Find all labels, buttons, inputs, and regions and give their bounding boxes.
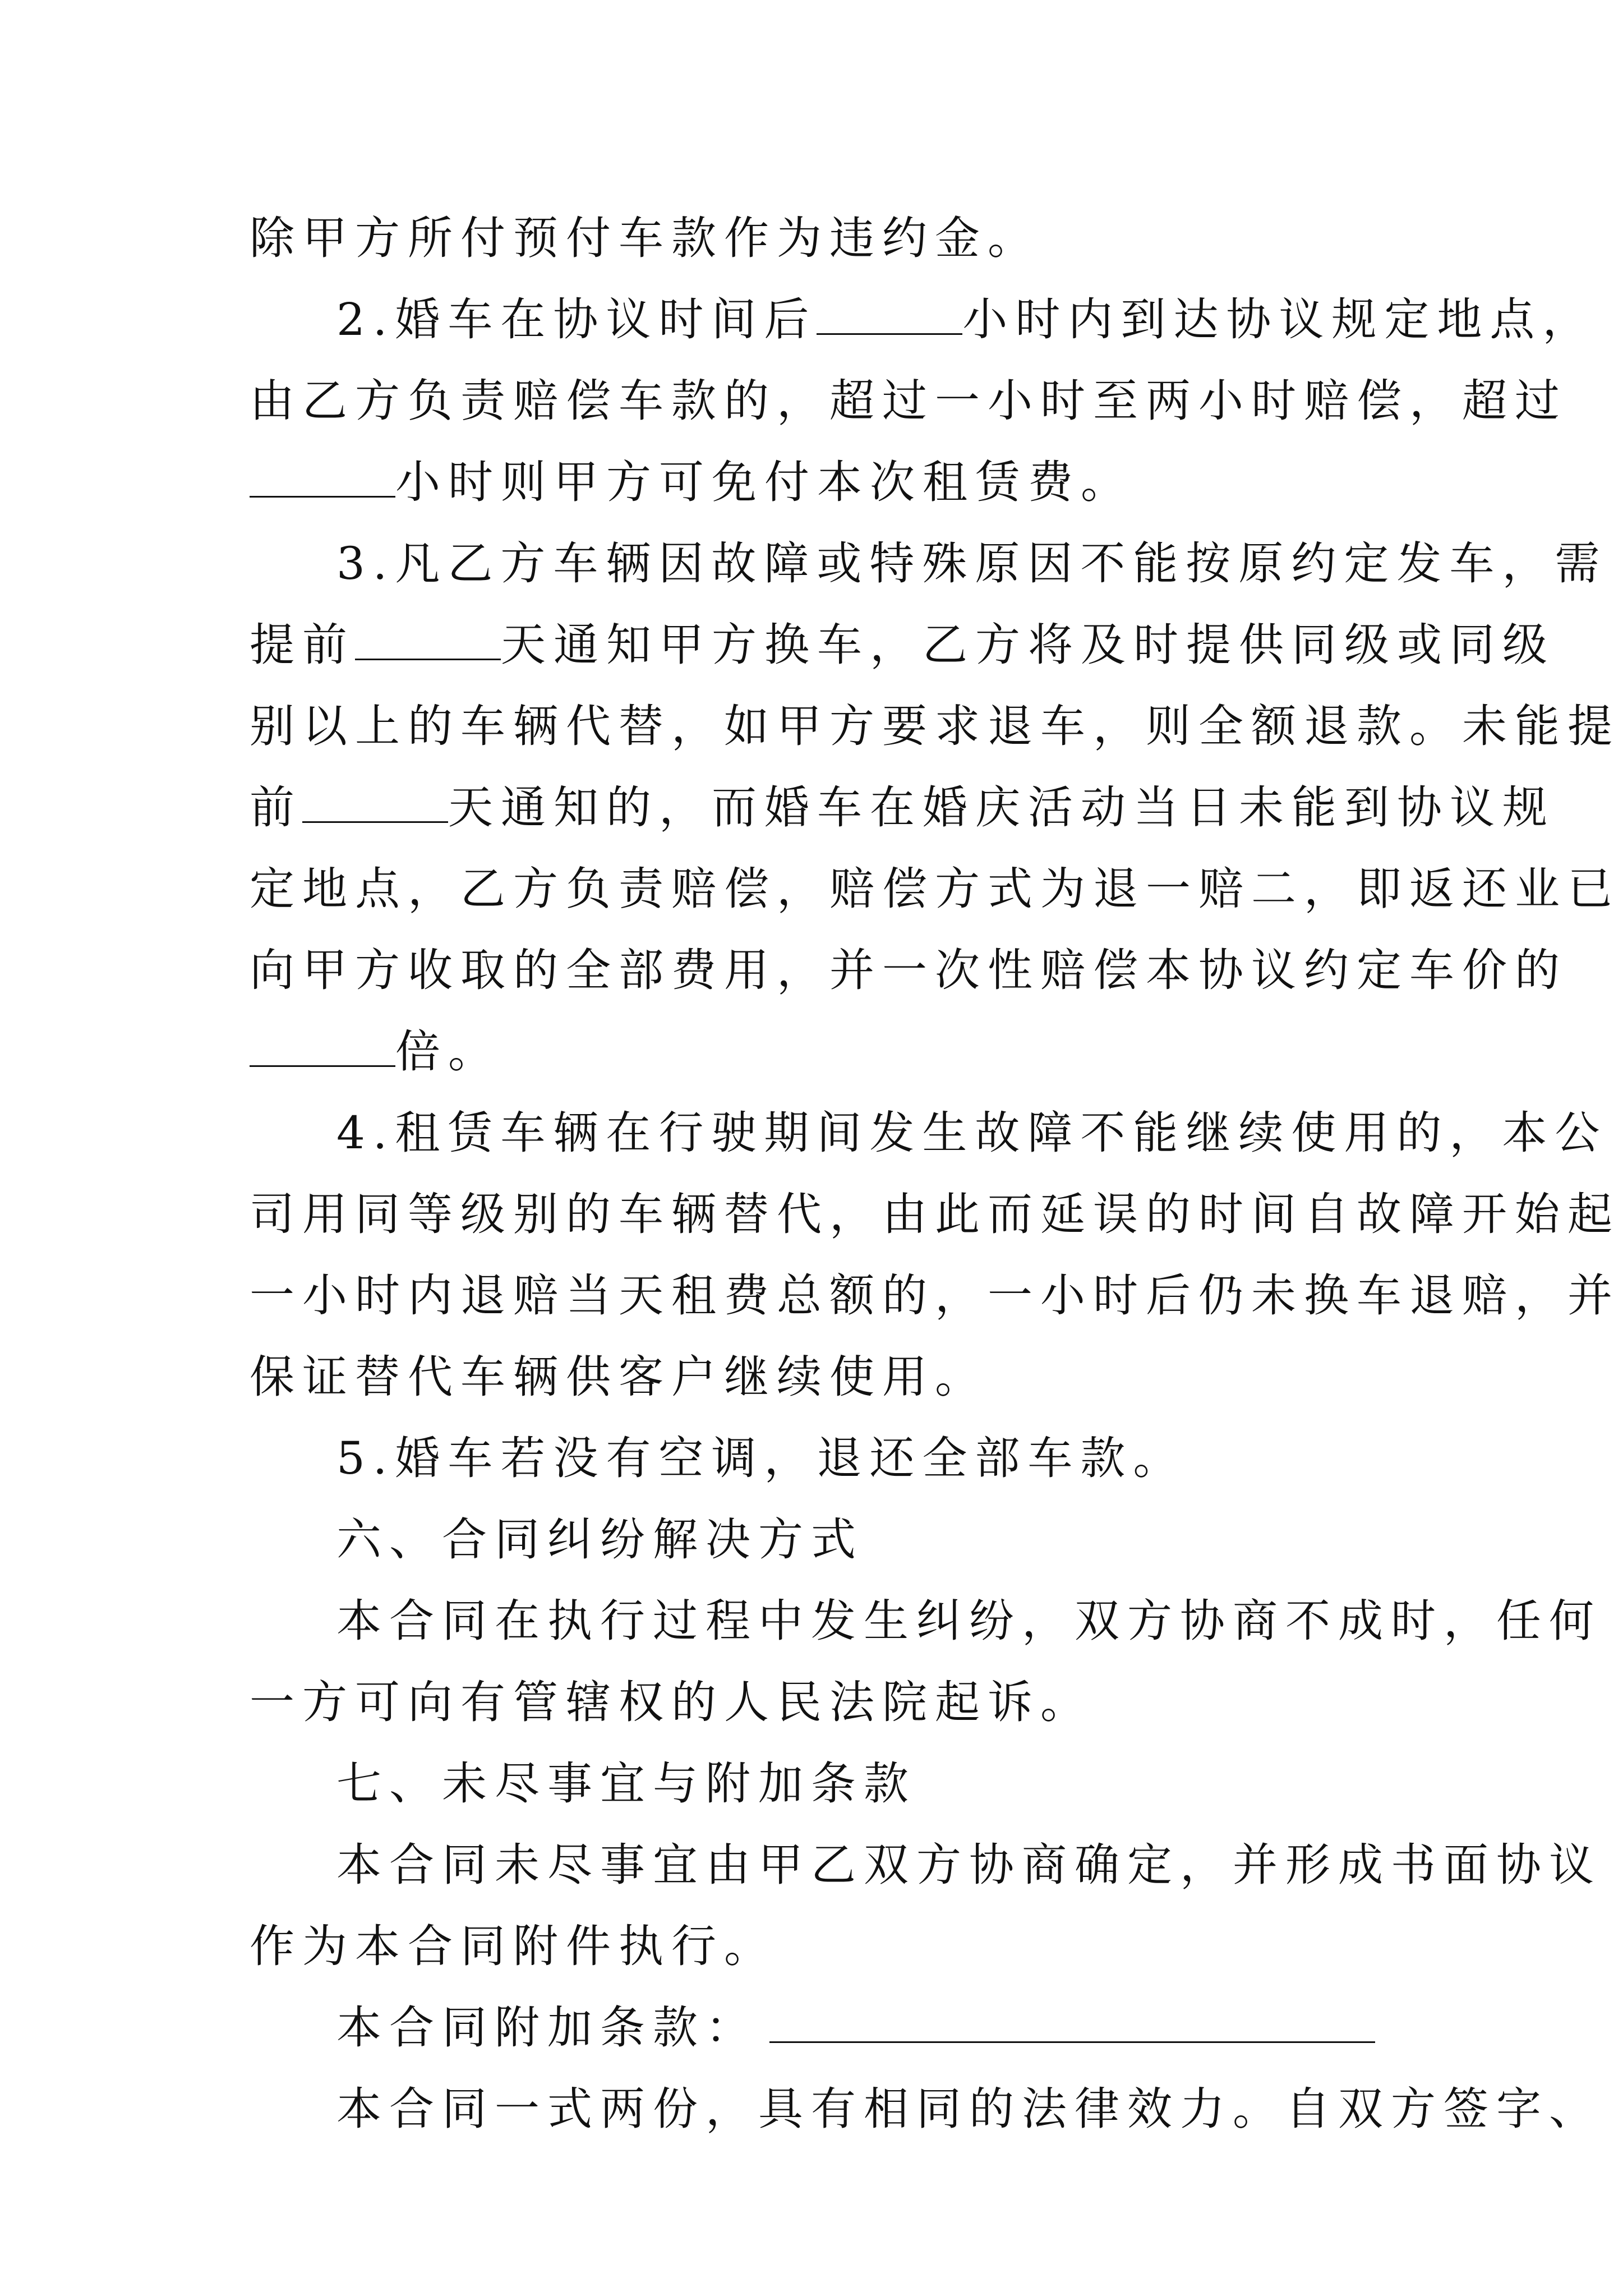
fill-in-blank[interactable]: [817, 294, 962, 335]
clause-2-line: 2.婚车在协议时间后 小时内到达协议规定地点，: [336, 293, 1596, 346]
text-line: 定地点，乙方负责赔偿，赔偿方式为退一赔二，即返还业已: [250, 863, 1620, 915]
clause-3-line: 3.凡乙方车辆因故障或特殊原因不能按原约定发车，需: [336, 537, 1608, 590]
text-line: 别以上的车辆代替，如甲方要求退车，则全额退款。未能提: [250, 700, 1620, 752]
clause-4-line: 4.租赁车辆在行驶期间发生故障不能继续使用的，本公: [336, 1107, 1608, 1159]
fill-in-blank[interactable]: [355, 619, 501, 660]
section-heading: 七、未尽事宜与附加条款: [336, 1757, 916, 1810]
text-line: 司用同等级别的车辆替代，由此而延误的时间自故障开始起: [250, 1188, 1620, 1240]
text-line: 由乙方负责赔偿车款的，超过一小时至两小时赔偿，超过: [250, 375, 1567, 427]
text-line: 一小时内退赔当天租费总额的，一小时后仍未换车退赔，并: [250, 1269, 1620, 1322]
clause-5-line: 5.婚车若没有空调，退还全部车款。: [336, 1432, 1186, 1484]
fill-in-blank[interactable]: [250, 1026, 395, 1067]
text-line: 小时则甲方可免付本次租赁费。: [250, 454, 1133, 510]
additional-terms-line: 本合同附加条款：: [336, 2000, 1375, 2056]
text-line: 作为本合同附件执行。: [250, 1920, 777, 1972]
text-line: 前 天通知的，而婚车在婚庆活动当日未能到协议规: [250, 781, 1555, 834]
section-heading: 六、合同纠纷解决方式: [336, 1513, 864, 1566]
text-line: 向甲方收取的全部费用，并一次性赔偿本协议约定车价的: [250, 944, 1567, 996]
text-line: 本合同未尽事宜由甲乙双方协商确定，并形成书面协议: [336, 1839, 1602, 1891]
additional-terms-blank[interactable]: [769, 2002, 1375, 2043]
text-line: 倍。: [250, 1024, 501, 1080]
fill-in-blank[interactable]: [302, 782, 448, 823]
text-line: 除甲方所付预付车款作为违约金。: [250, 212, 1040, 264]
text-line: 一方可向有管辖权的人民法院起诉。: [250, 1676, 1093, 1728]
fill-in-blank[interactable]: [250, 457, 395, 498]
text-line: 提前 天通知甲方换车，乙方将及时提供同级或同级: [250, 619, 1555, 671]
text-line: 本合同在执行过程中发生纠纷，双方协商不成时，任何: [336, 1595, 1602, 1647]
text-line: 本合同一式两份，具有相同的法律效力。自双方签字、: [336, 2083, 1602, 2135]
text-line: 保证替代车辆供客户继续使用。: [250, 1351, 988, 1403]
